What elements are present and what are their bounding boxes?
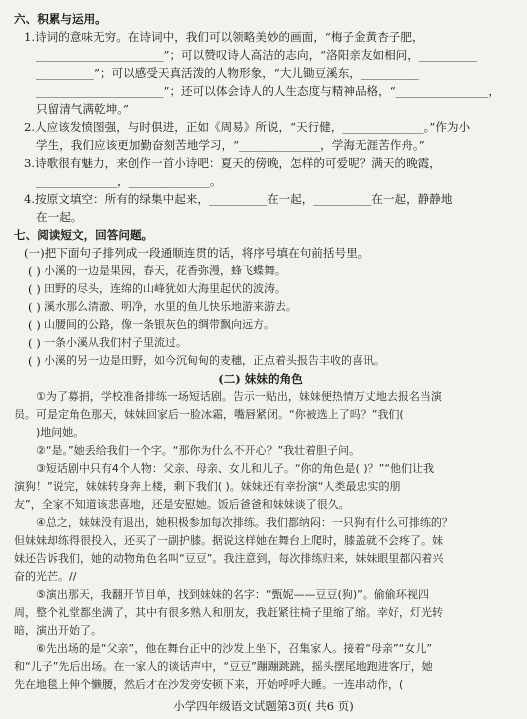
order-bracket: ( ): [28, 264, 41, 278]
q4-line2: 在一起。: [36, 210, 83, 224]
part1-instruction: (一)把下面句子排列成一段通顺连贯的话，将序号填在句前括号里。: [24, 246, 370, 260]
para4-line2: 但妹妹却练得很投入，还买了一副护膝。据说这样她在舞台上爬时，膝盖就不会疼了。妹: [14, 534, 443, 547]
order-item: [14, 280, 507, 298]
section6-heading: 六、积累与运用。: [14, 12, 107, 26]
para3-line3: 友”，全家不知道该悲喜地，还是安慰她。饭后爸爸和妹妹谈了很久。: [14, 498, 350, 511]
order-item: [14, 334, 507, 352]
para1-line1: ①为了募捐，学校准备排练一场短话剧。告示一贴出，妹妹便热情万丈地去报名当演: [36, 390, 442, 403]
q1-line5: 只留清气满乾坤。”: [36, 102, 129, 116]
q3-line2: ______________，______________。: [36, 174, 222, 188]
order-sentence: 田野的尽头，连绵的山峰犹如大海里起伏的波涛。: [44, 282, 286, 295]
q2-line2: 学生，我们应该更加勤奋刻苦地学习，“______________，学海无涯苦作舟。”: [36, 138, 425, 152]
order-item: [14, 316, 507, 334]
para5-line2: 周，整个礼堂都坐满了，其中有很多熟人和朋友，我赶紧往椅子里缩了缩。幸好，灯光转: [14, 606, 443, 619]
para5-line3: 暗，演出开始了。: [14, 624, 102, 637]
order-bracket: ( ): [28, 282, 41, 296]
para1-line3: )地问她。: [36, 426, 85, 439]
q1-line4: ______________________”；还可以体会诗人的人生态度与精神品格，“________________，: [36, 84, 501, 98]
order-sentence: 一条小溪从我们村子里流过。: [44, 336, 187, 349]
para4-line1: ④总之，妹妹没有退出，她积极参加每次排练。我们都纳闷：一只狗有什么可排练的？: [36, 516, 453, 529]
para1-line2: 员。可是定角色那天，妹妹回家后一脸冰霜，嘴唇紧闭。“你被选上了吗？”我们(: [14, 408, 404, 421]
para6-line3: 先在地毯上伸个懒腰，然后才在沙发旁安顿下来，开始呼呼大睡。一连串动作，(: [14, 678, 404, 691]
q2-line1: 2.人应该发愤图强，与时俱进，正如《周易》所说，“天行健，______________。”作为小: [24, 120, 471, 134]
q4-line1: 4.按原文填空：所有的绿集中起来，__________在一起，__________在一起，静静地: [24, 192, 453, 206]
q3-line1: 3.诗歌很有魅力，来创作一首小诗吧：夏天的傍晚，怎样的可爱呢？满天的晚霞，: [24, 156, 441, 170]
q1-line1: 1.诗词的意味无穷。在诗词中，我们可以领略美妙的画面，“梅子金黄杏子肥，: [24, 30, 424, 44]
order-bracket: ( ): [28, 354, 41, 368]
q1-line2: ______________________”；可以赞叹诗人高洁的志向，“洛阳亲友如相问，__________: [36, 48, 477, 62]
section7-heading: 七、阅读短文，回答问题。: [14, 228, 154, 242]
order-bracket: ( ): [28, 318, 41, 332]
para2-line1: ②“是。”她丢给我们一个字。“那你为什么不开心？”我壮着胆子问。: [36, 444, 361, 457]
order-sentence: 小溪的一边是果园，春天，花香弥漫，蜂飞蝶舞。: [44, 264, 286, 277]
order-bracket: ( ): [28, 336, 41, 350]
para4-line4: 奋的光芒。//: [14, 570, 77, 583]
order-item: [14, 262, 507, 280]
para6-line1: ⑥先出场的是“父亲”，他在舞台正中的沙发上坐下，召集家人。接着“母亲”“女儿”: [36, 642, 433, 655]
para6-line2: 和“儿子”先后出场。在一家人的谈话声中，“豆豆”蹦蹦跳跳，摇头摆尾地跑进客厅，她: [14, 660, 433, 673]
para4-line3: 妹还告诉我们，她的动物角色名叫“豆豆”。我注意到，每次排练归来，妹妹眼里都闪着兴: [14, 552, 444, 565]
order-sentence: 山腰间的公路，像一条银灰色的绸带飘向远方。: [44, 318, 275, 331]
part2-title: (二) 妹妹的角色: [218, 372, 303, 386]
para3-line1: ③短话剧中只有4个人物：父亲、母亲、女儿和儿子。“你的角色是( )？”“他们让我: [36, 462, 435, 475]
order-sentence: 小溪的另一边是田野，如今沉甸甸的麦穗，正点着头报告丰收的喜讯。: [44, 354, 385, 367]
order-bracket: ( ): [28, 300, 41, 314]
order-sentence: 溪水那么清澈、明净，水里的鱼儿快乐地游来游去。: [44, 300, 297, 313]
para3-line2: 演狗！”说完，妹妹转身奔上楼，剩下我们( )。妹妹还有幸扮演“人类最忠实的朋: [14, 480, 401, 493]
para5-line1: ⑤演出那天，我翻开节目单，找到妹妹的名字：“甄妮——豆豆(狗)”。偷偷环视四: [36, 588, 429, 601]
q1-line3: __________”；可以感受天真活泼的人物形象，“大儿锄豆溪东，__________: [36, 66, 419, 80]
order-item: [14, 298, 507, 316]
page-footer: 小学四年级语文试题第3页( 共6 页): [173, 699, 354, 713]
order-item: [14, 352, 507, 370]
